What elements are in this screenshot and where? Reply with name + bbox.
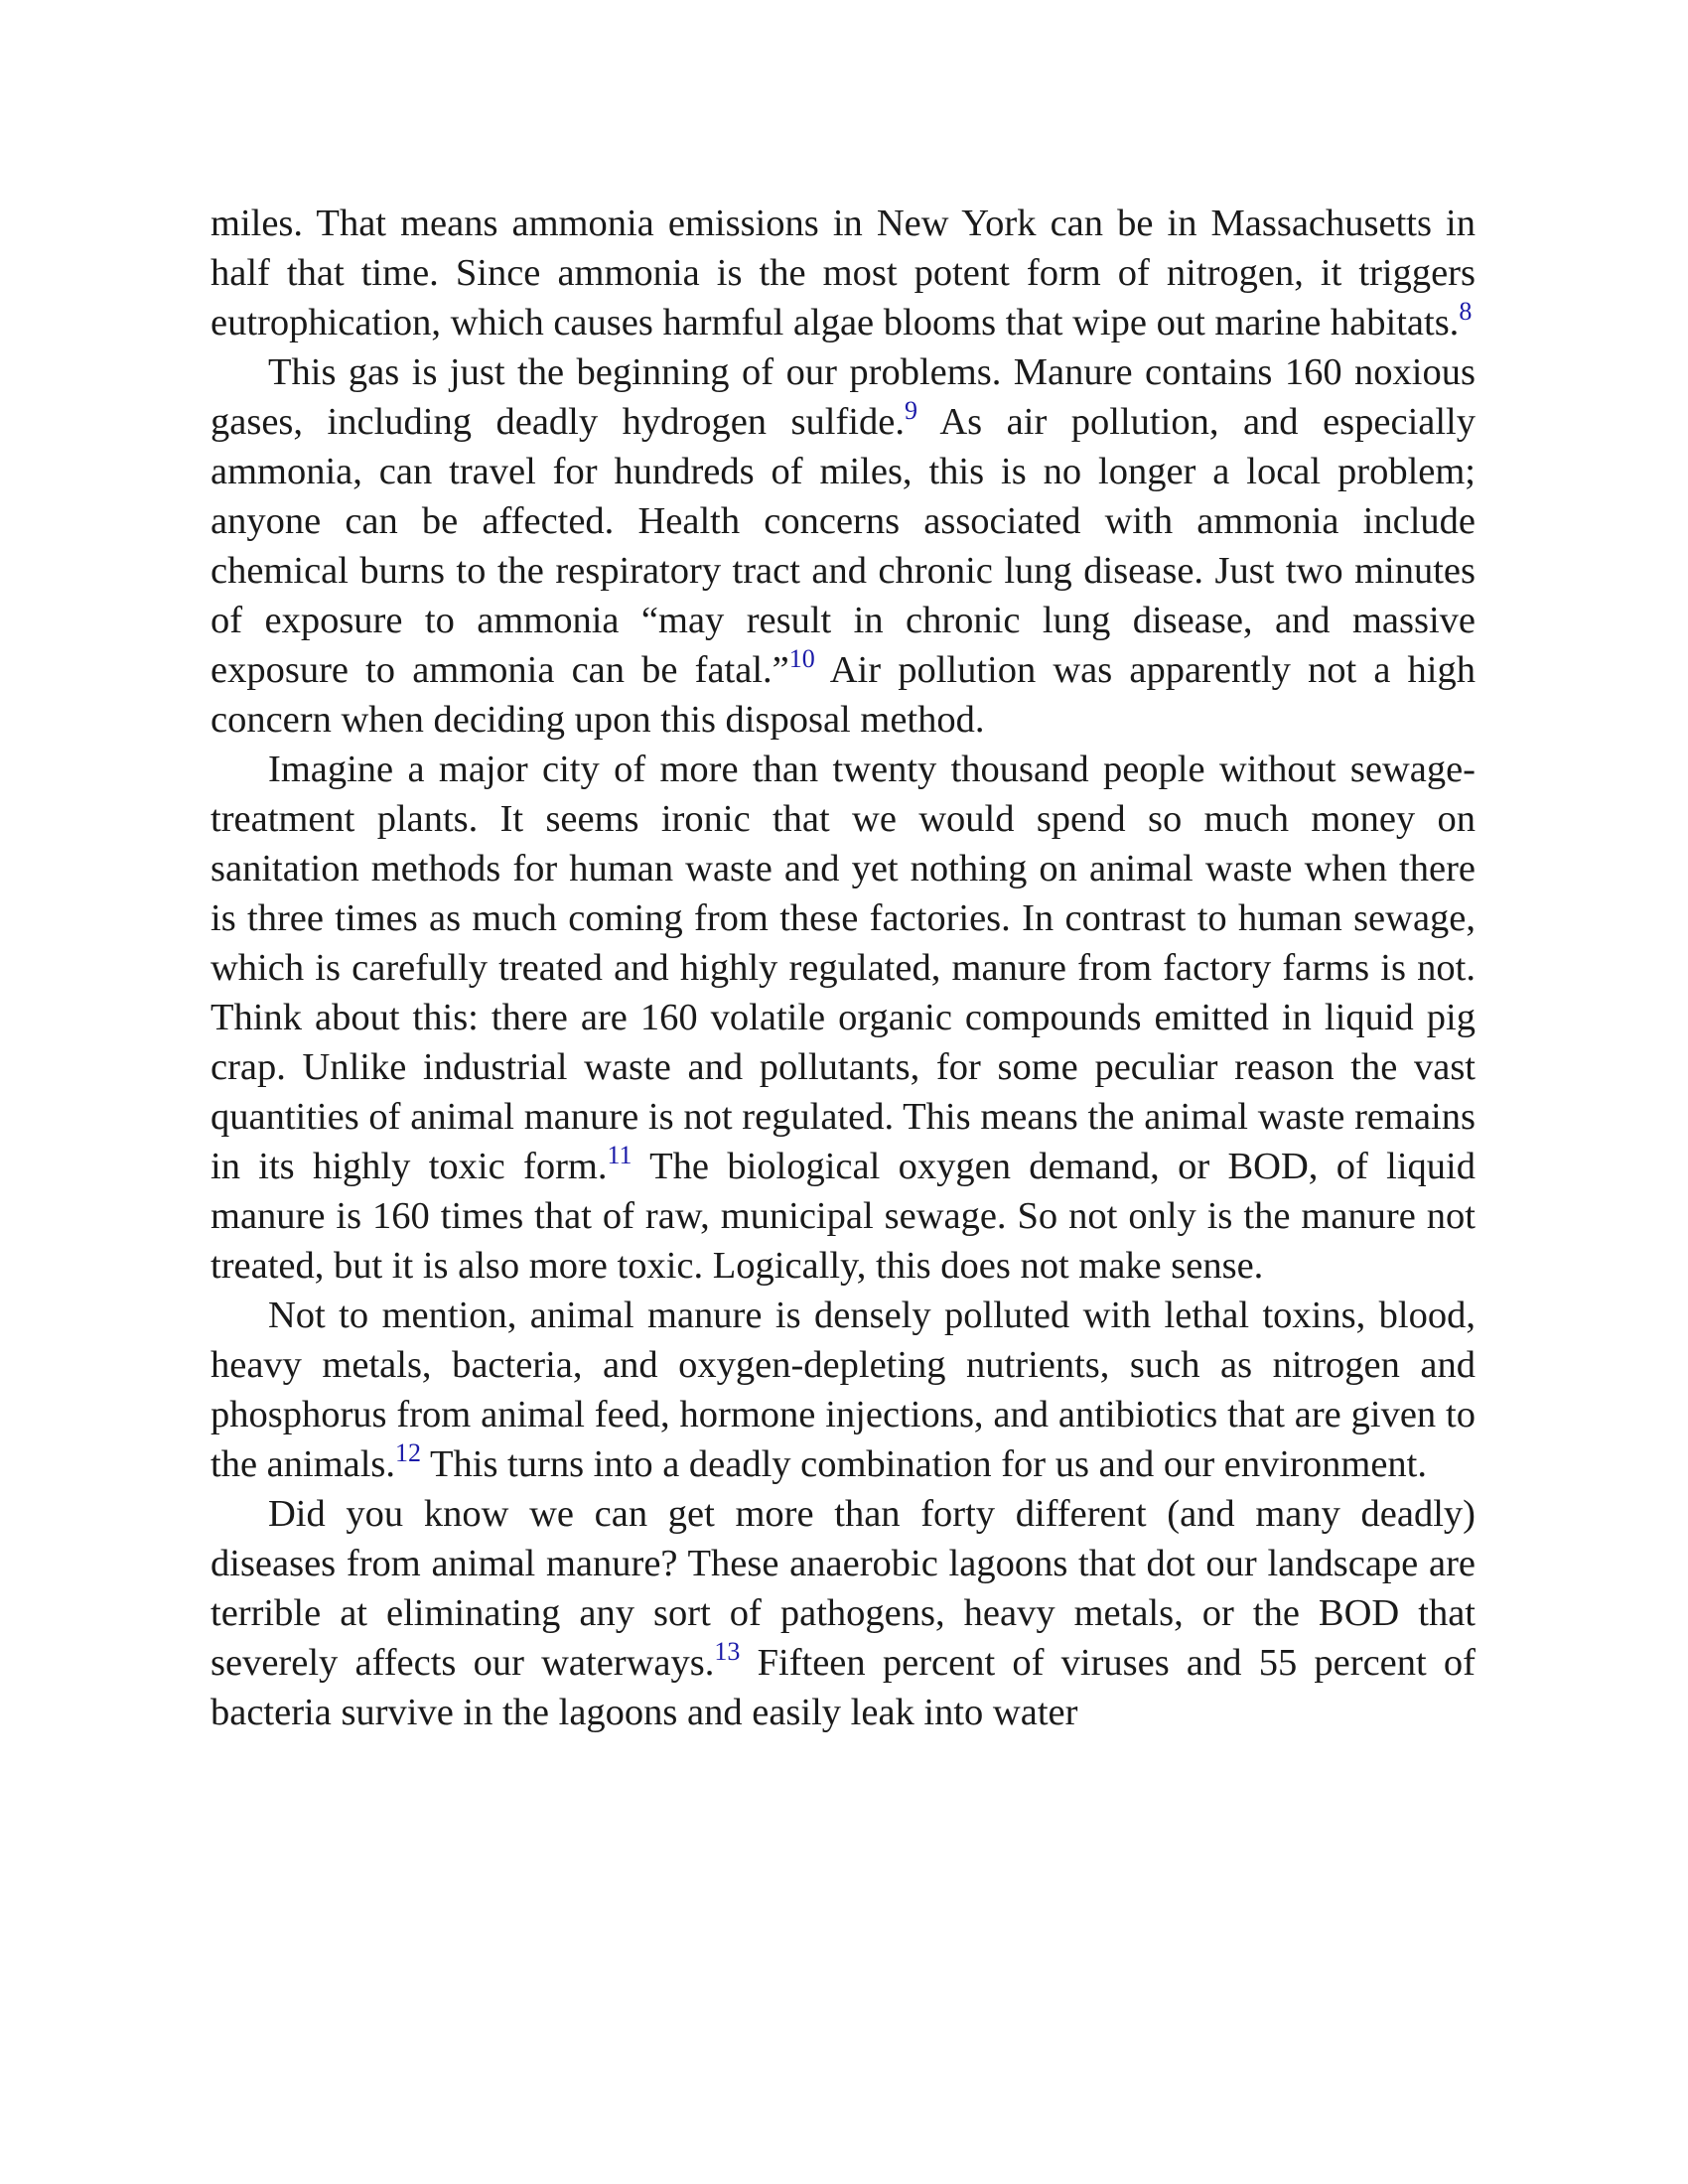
document-page	[211, 199, 1476, 1737]
body-paragraph	[211, 745, 1476, 1291]
paragraph-text: Did you know we can get more than forty different (and many deadly) diseases from animal manure? These anaerobic lagoons that dot our landscape are terrible at eliminating any sort of pathogens, heavy metals, or the BOD that severely affects our waterways.	[211, 1493, 1476, 1684]
body-paragraph	[211, 347, 1476, 745]
footnote-marker[interactable]: 10	[788, 644, 815, 673]
footnote-marker[interactable]: 9	[904, 396, 917, 425]
body-paragraph	[211, 1291, 1476, 1489]
body-paragraph	[211, 1489, 1476, 1737]
paragraph-text: The biological oxygen demand, or BOD, of liquid manure is 160 times that of raw, municipal sewage. So not only is the manure not treated, but it is also more toxic. Logically, this does not make sense.	[211, 1146, 1476, 1287]
body-paragraph	[211, 199, 1476, 347]
footnote-marker[interactable]: 11	[607, 1141, 633, 1169]
paragraph-text: As air pollution, and especially ammonia, can travel for hundreds of miles, this is no longer a local problem; anyone can be affected. Health concerns associated with ammonia include chemical burns to the respiratory tract and chronic lung disease. Just two minutes of exposure to ammonia “may result in chronic lung disease, and massive exposure to ammonia can be fatal.”	[211, 401, 1476, 691]
footnote-marker[interactable]: 12	[395, 1438, 422, 1467]
footnote-marker[interactable]: 13	[714, 1637, 741, 1666]
paragraph-text: miles. That means ammonia emissions in New York can be in Massachusetts in half that time. Since ammonia is the most potent form of nitrogen, it triggers eutrophication, which causes harmful algae blooms that wipe out marine habitats.	[211, 203, 1476, 343]
footnote-marker[interactable]: 8	[1459, 297, 1473, 326]
paragraph-text: Imagine a major city of more than twenty thousand people without sewage-treatment plants. It seems ironic that we would spend so much money on sanitation methods for human waste and yet nothing on animal waste when there is three times as much coming from these factories. In contrast to human sewage, which is carefully treated and highly regulated, manure from factory farms is not. Think about this: there are 160 volatile organic compounds emitted in liquid pig crap. Unlike industrial waste and pollutants, for some peculiar reason the vast quantities of animal manure is not regulated. This means the animal waste remains in its highly toxic form.	[211, 749, 1476, 1187]
paragraph-text: This gas is just the beginning of our problems. Manure contains 160 noxious gases, including deadly hydrogen sulfide.	[211, 351, 1476, 443]
paragraph-text: Not to mention, animal manure is densely polluted with lethal toxins, blood, heavy metals, bacteria, and oxygen-depleting nutrients, such as nitrogen and phosphorus from animal feed, hormone injections, and antibiotics that are given to the animals.	[211, 1295, 1476, 1485]
paragraph-text: Fifteen percent of viruses and 55 percent of bacteria survive in the lagoons and easily leak into water	[211, 1642, 1476, 1733]
paragraph-text: This turns into a deadly combination for us and our environment.	[421, 1443, 1427, 1485]
paragraph-text: Air pollution was apparently not a high concern when deciding upon this disposal method.	[211, 649, 1476, 741]
